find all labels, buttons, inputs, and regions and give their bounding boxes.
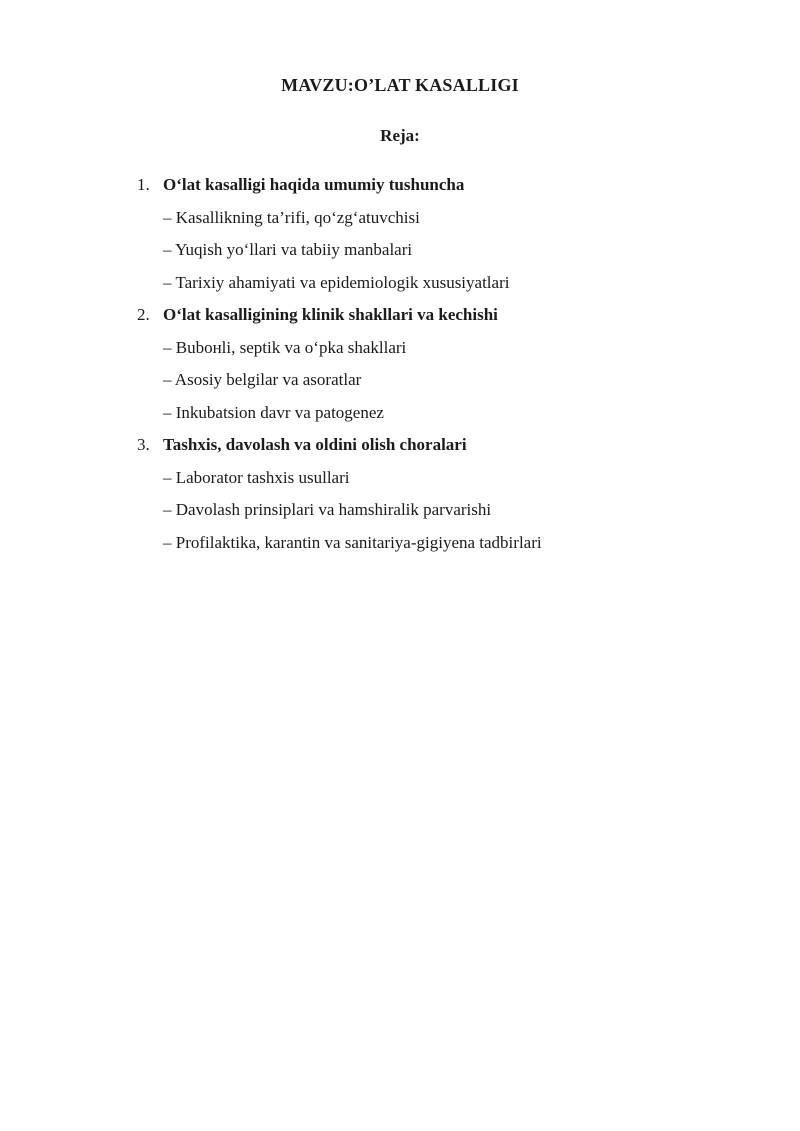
outline-subitem: – Asosiy belgilar va asoratlar (163, 370, 362, 389)
section-heading: Tashxis, davolash va oldini olish choralari (163, 435, 467, 454)
outline-list (0, 169, 800, 559)
section-heading-row (0, 429, 800, 462)
section-number: 2. (137, 305, 150, 324)
plan-subtitle: Reja: (380, 126, 420, 145)
section-heading: Oʻlat kasalligining klinik shakllari va kechishi (163, 305, 498, 324)
outline-section-1 (0, 169, 800, 299)
outline-subitem: – Laborator tashxis usullari (163, 467, 350, 487)
outline-section-2 (0, 299, 800, 429)
section-heading: Oʻlat kasalligi haqida umumiy tushuncha (163, 175, 465, 194)
outline-subitem: – Kasallikning ta’rifi, qoʻzgʻatuvchisi (163, 207, 420, 227)
section-heading-row (0, 169, 800, 202)
section-heading-row (0, 299, 800, 332)
outline-subitem: – Tarixiy ahamiyati va epidemiologik xususiyatlari (163, 272, 510, 292)
section-number: 1. (137, 175, 150, 194)
outline-subitem: – Davolash prinsiplari va hamshiralik parvarishi (163, 500, 492, 519)
outline-subitem: – Buboнli, septik va oʻpka shakllari (163, 337, 407, 357)
page-title: MAVZU:O’LAT KASALLIGI (281, 75, 519, 95)
outline-subitem: – Inkubatsion davr va patogenez (163, 402, 384, 422)
outline-subitem: – Profilaktika, karantin va sanitariya-gigiyena tadbirlari (163, 532, 542, 552)
section-number: 3. (137, 435, 150, 454)
outline-subitem: – Yuqish yoʻllari va tabiiy manbalari (163, 240, 413, 259)
outline-section-3 (0, 429, 800, 559)
